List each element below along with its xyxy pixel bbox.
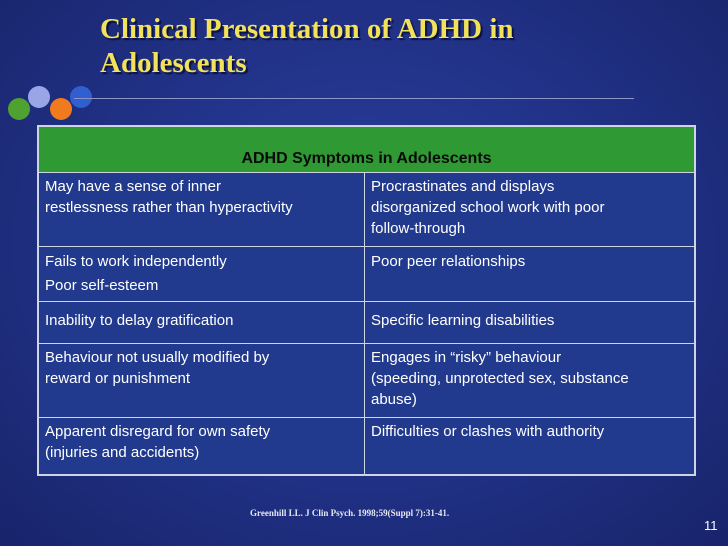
table-cell <box>365 302 694 343</box>
citation: Greenhill LL. J Clin Psych. 1998;59(Suppl 7):31-41. <box>250 508 450 518</box>
cell-line: abuse) <box>371 391 417 408</box>
table-row <box>39 247 694 302</box>
green-dot-icon <box>8 98 30 120</box>
table-row <box>39 344 694 418</box>
cell-line: Difficulties or clashes with authority <box>371 423 605 440</box>
table-row <box>39 302 694 344</box>
cell-line: Poor peer relationships <box>371 253 526 270</box>
table-cell <box>39 418 365 474</box>
cell-line: Inability to delay gratification <box>45 312 234 329</box>
table-header: ADHD Symptoms in Adolescents <box>39 127 694 173</box>
cell-line: Behaviour not usually modified by <box>45 349 270 366</box>
table-cell <box>365 173 694 246</box>
table-cell <box>39 247 365 301</box>
blue-dot-icon <box>70 86 92 108</box>
table-cell <box>39 344 365 417</box>
slide-number: 11 <box>704 518 718 533</box>
slide-title <box>100 12 660 80</box>
cell-line: Procrastinates and displays <box>371 178 555 195</box>
cell-line: restlessness rather than hyperactivity <box>45 199 293 216</box>
table-cell <box>365 247 694 301</box>
cell-line: disorganized school work with poor <box>371 199 605 216</box>
cell-line: Apparent disregard for own safety <box>45 423 271 440</box>
cell-line: Engages in “risky” behaviour <box>371 349 562 366</box>
cell-line: reward or punishment <box>45 370 191 387</box>
title-line-2: Adolescents <box>100 47 247 79</box>
cell-line: Fails to work independently <box>45 253 227 270</box>
title-divider <box>74 98 634 99</box>
table-cell <box>365 418 694 474</box>
cell-line: Specific learning disabilities <box>371 312 555 329</box>
cell-line: May have a sense of inner <box>45 178 221 195</box>
lavender-dot-icon <box>28 86 50 108</box>
cell-line: follow-through <box>371 220 466 237</box>
table-cell <box>39 173 365 246</box>
cell-line: (injuries and accidents) <box>45 444 200 461</box>
table-row <box>39 173 694 247</box>
orange-dot-icon <box>50 98 72 120</box>
symptoms-table <box>37 125 696 476</box>
table-cell <box>365 344 694 417</box>
table-row <box>39 418 694 474</box>
cell-line: Poor self-esteem <box>45 277 159 294</box>
cell-line: (speeding, unprotected sex, substance <box>371 370 629 387</box>
table-cell <box>39 302 365 343</box>
title-line-1: Clinical Presentation of ADHD in <box>100 13 514 45</box>
